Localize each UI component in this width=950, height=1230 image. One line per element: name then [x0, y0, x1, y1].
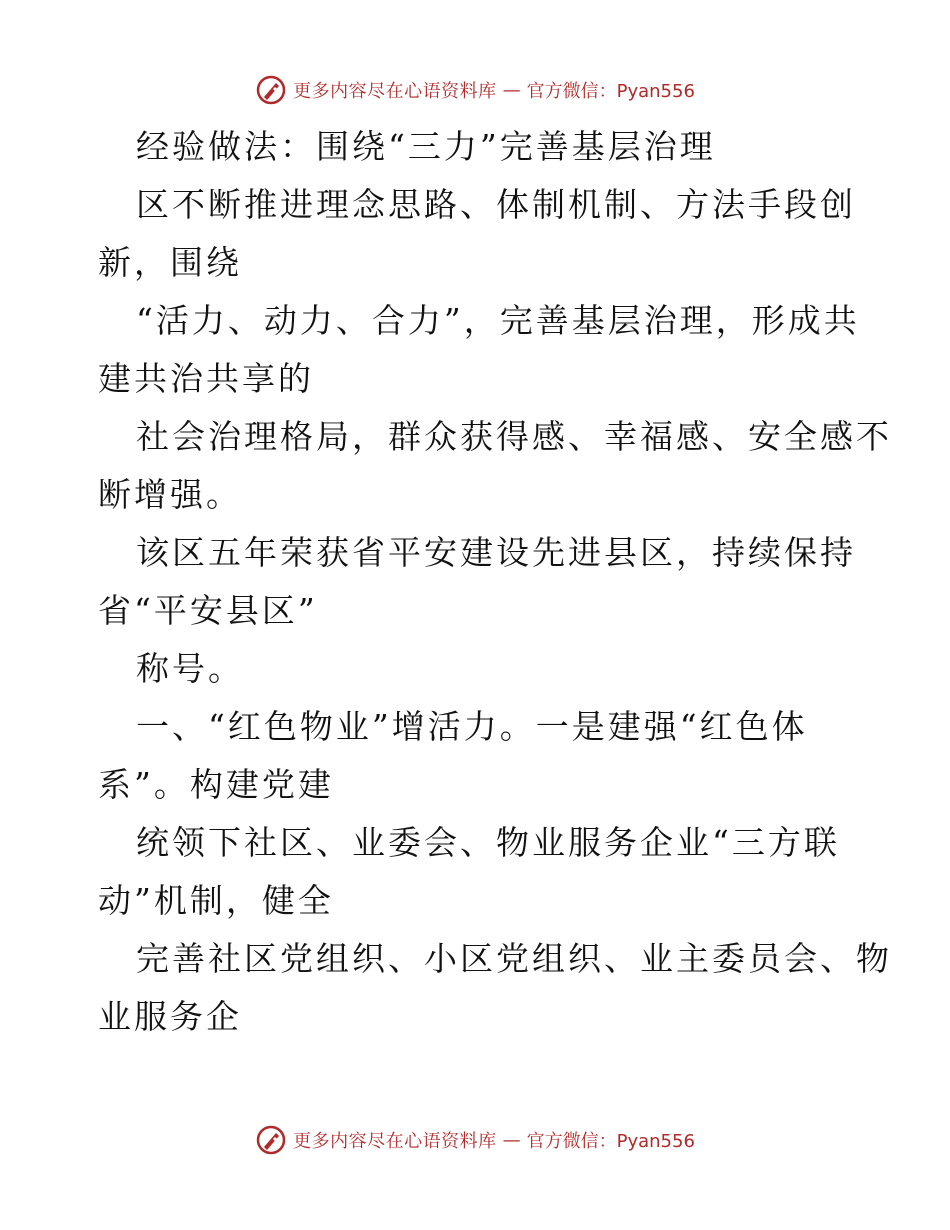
watermark-site-text: 更多内容尽在心语资料库 — [293, 81, 497, 102]
doc-line: 断增强。 — [98, 475, 242, 514]
pen-nib-logo-icon — [255, 74, 287, 106]
watermark-separator: — — [502, 1129, 521, 1151]
pen-nib-logo-icon — [255, 1124, 287, 1156]
doc-line: 该区五年荣获省平安建设先进县区，持续保持 — [136, 533, 856, 572]
doc-line: 完善社区党组织、小区党组织、业主委员会、物 — [136, 939, 892, 978]
doc-line: 称号。 — [136, 649, 244, 688]
watermark-site-text: 更多内容尽在心语资料库 — [293, 1131, 497, 1152]
doc-line: 区不断推进理念思路、体制机制、方法手段创 — [136, 185, 856, 224]
document-body — [98, 118, 892, 1046]
doc-line: 经验做法：围绕“三力”完善基层治理 — [136, 127, 716, 166]
doc-line: 业服务企 — [98, 997, 242, 1036]
footer-watermark — [0, 1120, 950, 1160]
doc-line: “活力、动力、合力”，完善基层治理，形成共 — [136, 301, 860, 340]
header-watermark — [0, 70, 950, 110]
doc-line: 新，围绕 — [98, 243, 242, 282]
watermark-contact-text: 官方微信：Pyan556 — [526, 81, 695, 102]
doc-line: 动”机制，健全 — [98, 881, 334, 920]
watermark-contact-text: 官方微信：Pyan556 — [526, 1131, 695, 1152]
doc-line: 统领下社区、业委会、物业服务企业“三方联 — [136, 823, 840, 862]
watermark-separator: — — [502, 79, 521, 101]
doc-line: 系”。构建党建 — [98, 765, 334, 804]
doc-line: 社会治理格局，群众获得感、幸福感、安全感不 — [136, 417, 892, 456]
doc-line: 建共治共享的 — [98, 359, 314, 398]
doc-line: 一、“红色物业”增活力。一是建强“红色体 — [136, 707, 808, 746]
doc-line: 省“平安县区” — [98, 591, 318, 630]
